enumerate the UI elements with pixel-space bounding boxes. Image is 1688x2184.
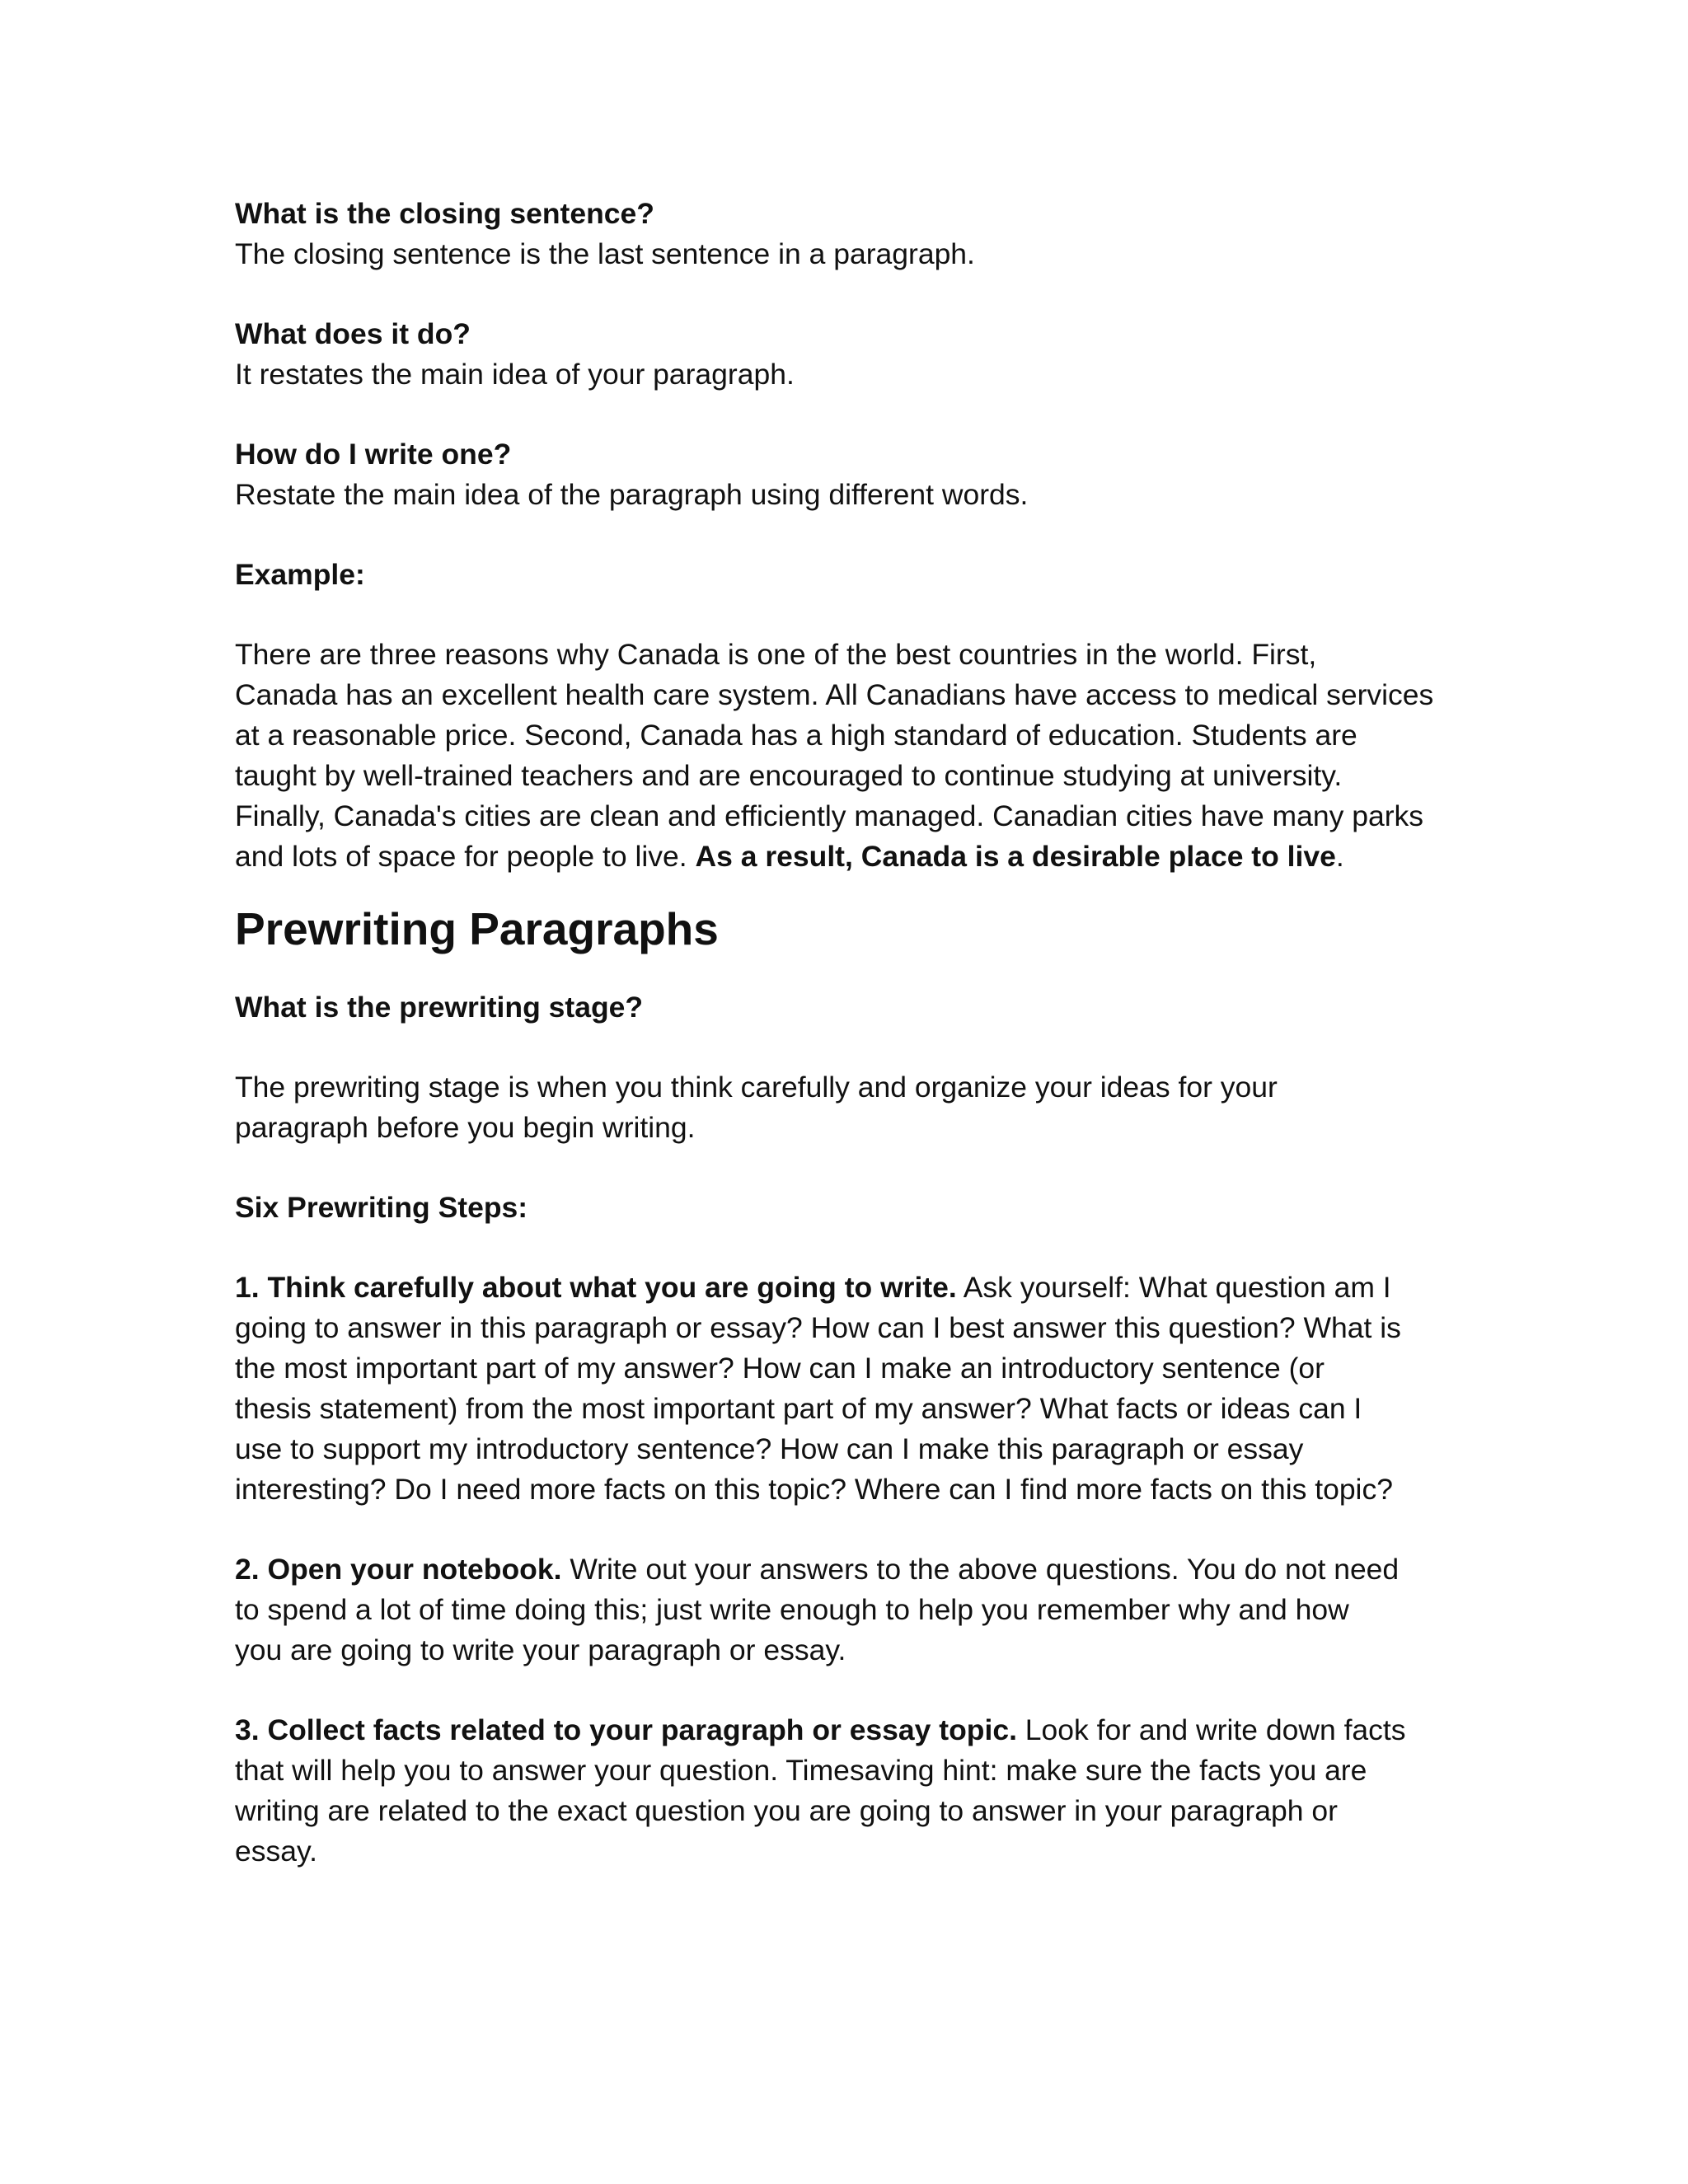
- step-3-text: Look for and write down facts: [1016, 1713, 1406, 1746]
- prewriting-answer-line: The prewriting stage is when you think carefully and organize your ideas for your: [235, 1071, 1278, 1104]
- step-3: [235, 1710, 1488, 1872]
- step-2-text: Write out your answers to the above questions. You do not need: [561, 1553, 1400, 1586]
- prewriting-question: What is the prewriting stage?: [235, 991, 644, 1024]
- step-3-line: writing are related to the exact question you are going to answer in your paragraph or: [235, 1794, 1338, 1827]
- example-last-end: .: [1335, 840, 1344, 873]
- example-label: Example:: [235, 558, 365, 591]
- closing-sentence-highlight: As a result, Canada is a desirable place to live: [695, 840, 1336, 873]
- step-2-line: you are going to write your paragraph or essay.: [235, 1633, 846, 1666]
- example-line: Finally, Canada's cities are clean and efficiently managed. Canadian cities have many parks: [235, 799, 1424, 832]
- step-3-line: essay.: [235, 1835, 317, 1868]
- step-1: [235, 1268, 1488, 1510]
- example-line: taught by well-trained teachers and are encouraged to continue studying at university.: [235, 759, 1343, 792]
- step-1-text: Ask yourself: What question am I: [956, 1271, 1391, 1304]
- example-line: Canada has an excellent health care system. All Canadians have access to medical services: [235, 678, 1434, 711]
- step-1-line: the most important part of my answer? How can I make an introductory sentence (or: [235, 1352, 1325, 1385]
- step-2-title: 2. Open your notebook.: [235, 1553, 562, 1586]
- example-line: [235, 837, 1488, 877]
- example-last-plain: and lots of space for people to live.: [235, 840, 696, 873]
- step-3-title: 3. Collect facts related to your paragraph or essay topic.: [235, 1713, 1017, 1746]
- document-page: [235, 194, 1488, 1872]
- step-2: [235, 1549, 1488, 1671]
- step-1-line: going to answer in this paragraph or essay? How can I best answer this question? What is: [235, 1311, 1401, 1344]
- example-paragraph: [235, 635, 1488, 877]
- step-1-line: interesting? Do I need more facts on this topic? Where can I find more facts on this topic?: [235, 1473, 1393, 1506]
- step-2-line: to spend a lot of time doing this; just write enough to help you remember why and how: [235, 1593, 1349, 1626]
- closing-answer-1: The closing sentence is the last sentence in a paragraph.: [235, 237, 975, 270]
- prewriting-answer-line: paragraph before you begin writing.: [235, 1111, 696, 1144]
- closing-question-3: How do I write one?: [235, 438, 512, 471]
- example-line: There are three reasons why Canada is one of the best countries in the world. First,: [235, 638, 1317, 671]
- step-1-line: use to support my introductory sentence? How can I make this paragraph or essay: [235, 1432, 1304, 1465]
- closing-answer-3: Restate the main idea of the paragraph using different words.: [235, 478, 1029, 511]
- step-3-line: that will help you to answer your question. Timesaving hint: make sure the facts you are: [235, 1754, 1367, 1787]
- steps-label: Six Prewriting Steps:: [235, 1191, 528, 1224]
- closing-answer-2: It restates the main idea of your paragraph.: [235, 358, 795, 391]
- step-1-title: 1. Think carefully about what you are going to write.: [235, 1271, 957, 1304]
- example-line: at a reasonable price. Second, Canada has a high standard of education. Students are: [235, 719, 1357, 752]
- closing-question-2: What does it do?: [235, 317, 471, 350]
- step-1-line: thesis statement) from the most important part of my answer? What facts or ideas can I: [235, 1392, 1362, 1425]
- section-heading: Prewriting Paragraphs: [235, 903, 719, 954]
- closing-question-1: What is the closing sentence?: [235, 197, 654, 230]
